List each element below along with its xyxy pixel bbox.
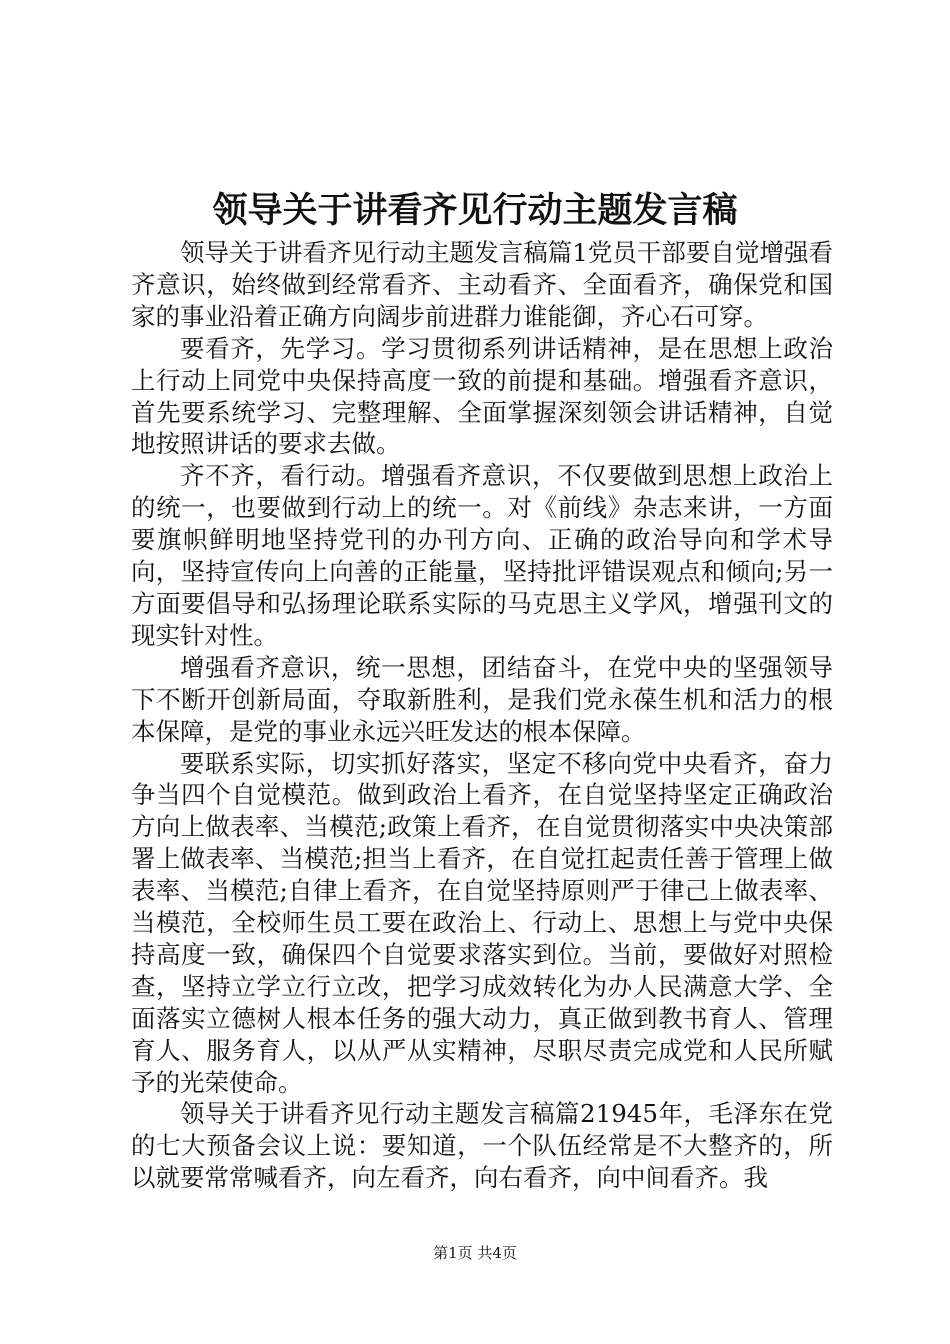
paragraph-2: 要看齐，先学习。学习贯彻系列讲话精神，是在思想上政治上行动上同党中央保持高度一致的前提和基础。增强看齐意识，首先要系统学习、完整理解、全面掌握深刻领会讲话精神，自觉地按照讲话的要求去做。 (131, 333, 833, 459)
paragraph-4: 增强看齐意识，统一思想，团结奋斗，在党中央的坚强领导下不断开创新局面，夺取新胜利，是我们党永葆生机和活力的根本保障，是党的事业永远兴旺发达的根本保障。 (131, 652, 833, 746)
document-title: 领导关于讲看齐见行动主题发言稿 (212, 190, 738, 231)
document-body (131, 237, 833, 1194)
paragraph-3: 齐不齐，看行动。增强看齐意识，不仅要做到思想上政治上的统一，也要做到行动上的统一。对《前线》杂志来讲，一方面要旗帜鲜明地坚持党刊的办刊方向、正确的政治导向和学术导向，坚持宣传向上向善的正能量，坚持批评错误观点和倾向;另一方面要倡导和弘扬理论联系实际的马克思主义学风，增强刊文的现实针对性。 (131, 461, 833, 650)
page-number-footer: 第1页 共4页 (433, 1244, 517, 1262)
paragraph-6: 领导关于讲看齐见行动主题发言稿篇21945年，毛泽东在党的七大预备会议上说：要知道，一个队伍经常是不大整齐的，所以就要常常喊看齐，向左看齐，向右看齐，向中间看齐。我 (131, 1099, 833, 1193)
paragraph-5: 要联系实际，切实抓好落实，坚定不移向党中央看齐，奋力争当四个自觉模范。做到政治上看齐，在自觉坚持坚定正确政治方向上做表率、当模范;政策上看齐，在自觉贯彻落实中央决策部署上做表率、当模范;担当上看齐，在自觉扛起责任善于管理上做表率、当模范;自律上看齐，在自觉坚持原则严于律己上做表率、当模范，全校师生员工要在政治上、行动上、思想上与党中央保持高度一致，确保四个自觉要求落实到位。当前，要做好对照检查，坚持立学立行立改，把学习成效转化为办人民满意大学、全面落实立德树人根本任务的强大动力，真正做到教书育人、管理育人、服务育人，以从严从实精神，尽职尽责完成党和人民所赋予的光荣使命。 (131, 748, 833, 1097)
paragraph-1: 领导关于讲看齐见行动主题发言稿篇1党员干部要自觉增强看齐意识，始终做到经常看齐、主动看齐、全面看齐，确保党和国家的事业沿着正确方向阔步前进群力谁能御，齐心石可穿。 (131, 238, 833, 331)
